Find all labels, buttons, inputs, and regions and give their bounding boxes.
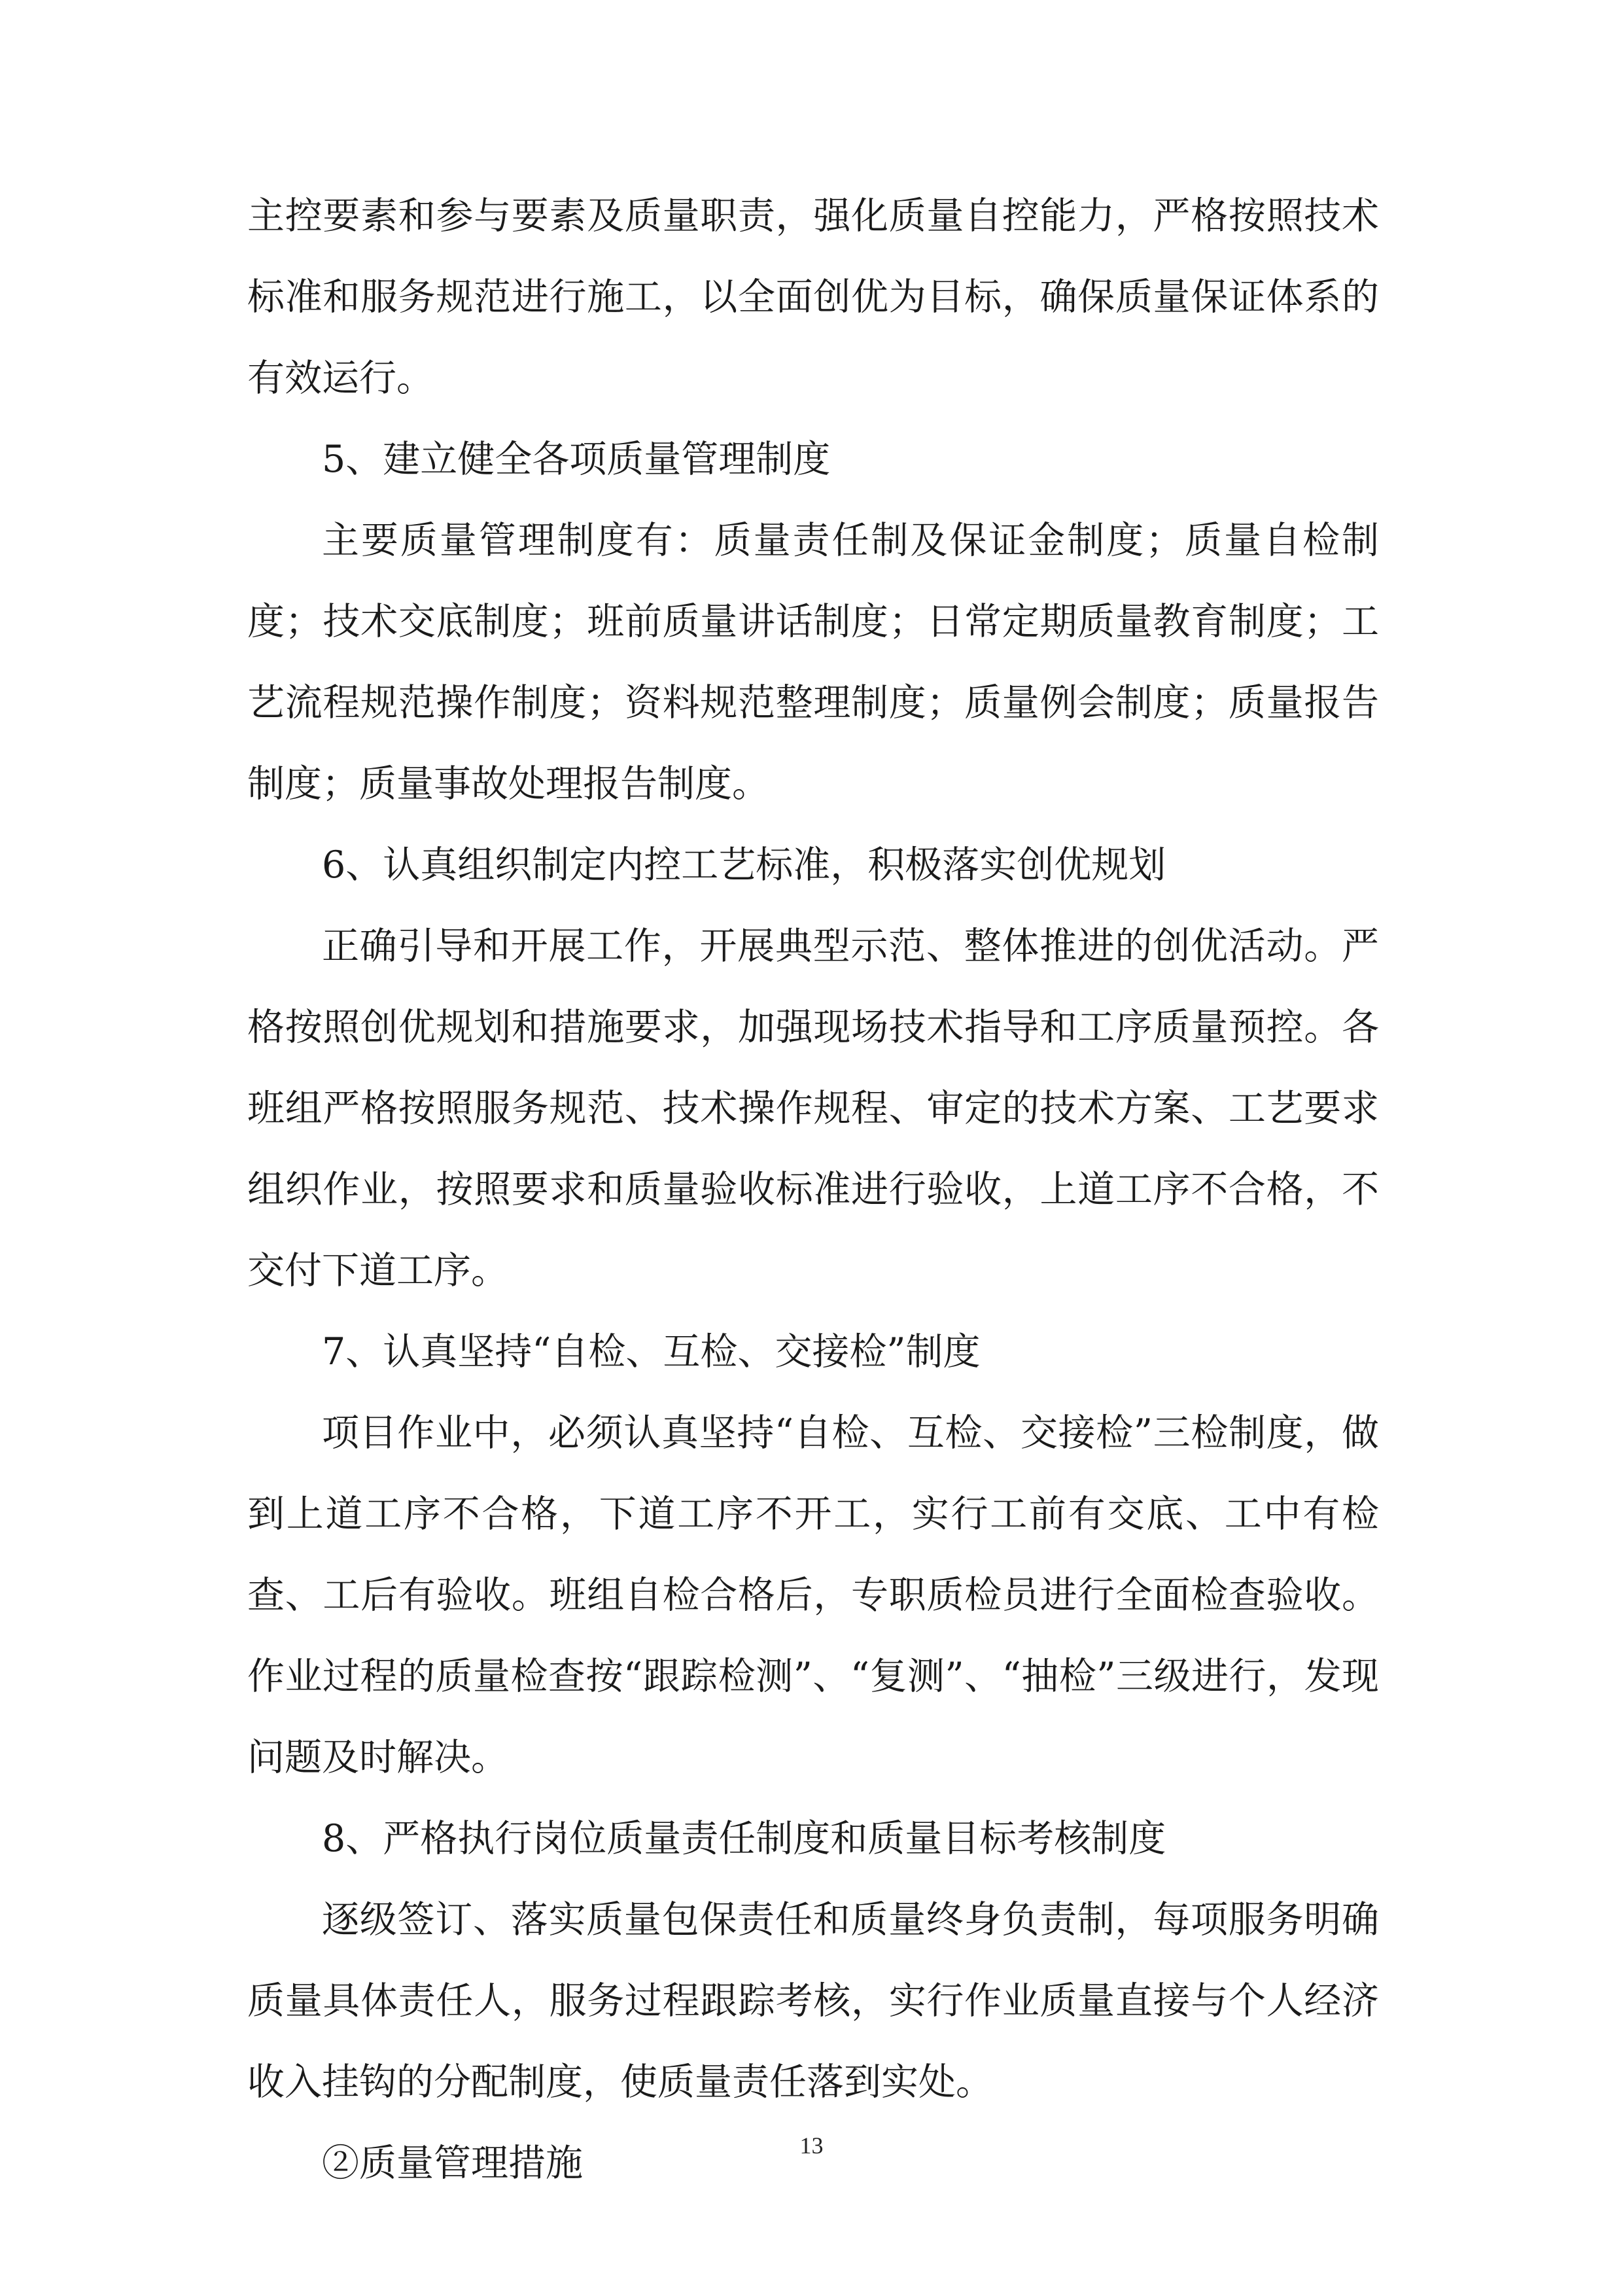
heading-item-5: 5、建立健全各项质量管理制度 (322, 438, 831, 481)
paragraph-responsibility: 逐级签订、落实质量包保责任和质量终身负责制，每项服务明确质量具体责任人，服务过程跟踪考核，实行作业质量直接与个人经济收入挂钩的分配制度，使质量责任落到实处。 (247, 1898, 1379, 2104)
section-heading-quality-measures: ②质量管理措施 (322, 2142, 583, 2185)
heading-item-6: 6、认真组织制定内控工艺标准，积极落实创优规划 (322, 843, 1166, 887)
page-number: 13 (799, 2132, 824, 2159)
heading-item-7: 7、认真坚持“自检、互检、交接检”制度 (322, 1330, 981, 1373)
heading-item-8: 8、严格执行岗位质量责任制度和质量目标考核制度 (322, 1817, 1166, 1860)
paragraph-guidance: 正确引导和开展工作，开展典型示范、整体推进的创优活动。严格按照创优规划和措施要求，加强现场技术指导和工序质量预控。各班组严格按照服务规范、技术操作规程、审定的技术方案、工艺要求组织作业，按照要求和质量验收标准进行验收，上道工序不合格，不交付下道工序。 (247, 925, 1379, 1292)
body-text (247, 175, 1379, 2204)
paragraph-three-checks: 项目作业中，必须认真坚持“自检、互检、交接检”三检制度，做到上道工序不合格，下道工序不开工，实行工前有交底、工中有检查、工后有验收。班组自检合格后，专职质检员进行全面检查验收。作业过程的质量检查按“跟踪检测”、“复测”、“抽检”三级进行，发现问题及时解决。 (247, 1411, 1379, 1779)
paragraph-continuation: 主控要素和参与要素及质量职责，强化质量自控能力，严格按照技术标准和服务规范进行施工，以全面创优为目标，确保质量保证体系的有效运行。 (247, 194, 1379, 400)
paragraph-management-systems: 主要质量管理制度有：质量责任制及保证金制度；质量自检制度；技术交底制度；班前质量讲话制度；日常定期质量教育制度；工艺流程规范操作制度；资料规范整理制度；质量例会制度；质量报告制度；质量事故处理报告制度。 (247, 519, 1379, 805)
